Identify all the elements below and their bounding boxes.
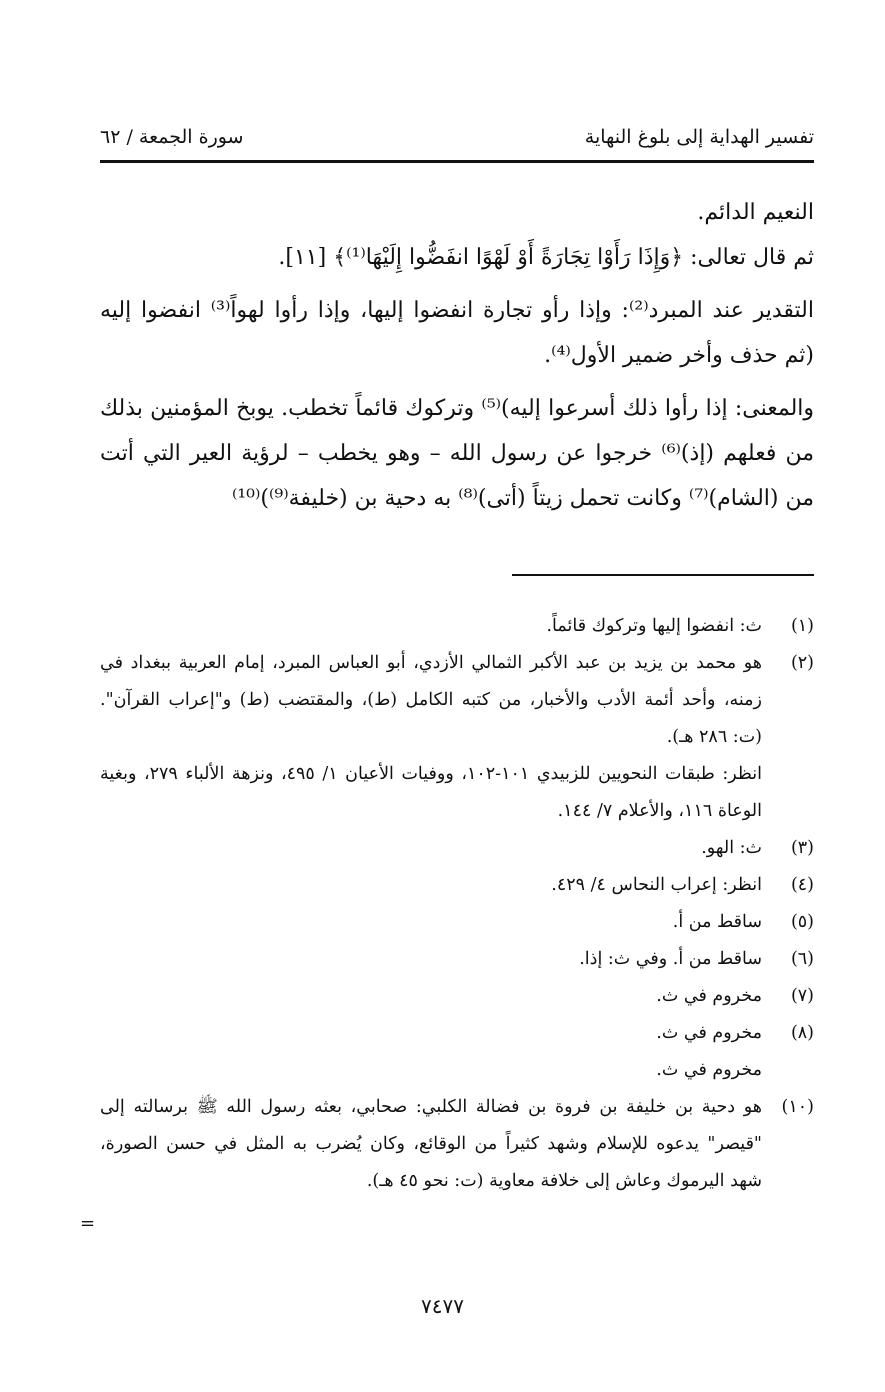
footnote-text: ساقط من أ. وفي ث: إذا. bbox=[579, 949, 762, 969]
surah-page-label: سورة الجمعة / ٦٢ bbox=[100, 126, 244, 148]
footnote bbox=[100, 645, 814, 756]
footnote-text: مخروم في ث. bbox=[656, 1023, 762, 1043]
running-header bbox=[100, 126, 814, 156]
footnote bbox=[100, 608, 814, 645]
footnote-text: هو محمد بن يزيد بن عبد الأكبر الثمالي الأزدي، أبو العباس المبرد، إمام العربية ببغداد في زمنه، وأحد أئمة الأدب والأخبار، من كتبه الكامل (ط)، والمقتضب (ط) و"إعراب القرآن". (ت: ٢٨٦ هـ). bbox=[100, 653, 762, 747]
margin-mark: = bbox=[80, 1213, 96, 1234]
footnote bbox=[100, 830, 814, 867]
footnote-text: ساقط من أ. bbox=[672, 912, 762, 932]
footnote-number: (٥) bbox=[790, 912, 814, 932]
paragraph-mubarrad: التقدير عند المبرد⁽²⁾: وإذا رأو تجارة انفضوا إليها، وإذا رأوا لهواً⁽³⁾ انفضوا إليه (ثم حذف وأخر ضمير الأول⁽⁴⁾. bbox=[100, 298, 814, 368]
footnote-number: (٢) bbox=[790, 653, 814, 673]
footnote-text: انظر: طبقات النحويين للزبيدي ١٠١-١٠٢، ووفيات الأعيان ١/ ٤٩٥، ونزهة الألباء ٢٧٩، وبغية الوعاة ١١٦، والأعلام ٧/ ١٤٤. bbox=[100, 764, 762, 821]
footnote-number: (٤) bbox=[790, 875, 814, 895]
footnote-number: (٣) bbox=[790, 838, 814, 858]
book-title: تفسير الهداية إلى بلوغ النهاية bbox=[584, 126, 814, 148]
footnote-number: (٦) bbox=[790, 949, 814, 969]
footnote-text: مخروم في ث. bbox=[656, 1060, 762, 1080]
footnote-number: (١) bbox=[790, 616, 814, 636]
page-number: ٧٤٧٧ bbox=[421, 1294, 464, 1318]
footnote bbox=[100, 904, 814, 941]
footnote bbox=[100, 1052, 814, 1089]
footnote-continuation bbox=[100, 756, 814, 830]
footnote-number: (٧) bbox=[790, 986, 814, 1006]
footnote bbox=[100, 1015, 814, 1052]
footnote-text: ث: الهو. bbox=[701, 838, 762, 858]
paragraph-meaning: والمعنى: إذا رأوا ذلك أسرعوا إليه)⁽⁵⁾ وتركوك قائماً تخطب. يوبخ المؤمنين بذلك من فعلهم (إذ)⁽⁶⁾ خرجوا عن رسول الله – وهو يخطب – لرؤية العير التي أتت من (الشام)⁽⁷⁾ وكانت تحمل زيتاً (أتى)⁽⁸⁾ به دحية بن (خليفة⁽⁹⁾)⁽¹⁰⁾ bbox=[100, 396, 815, 511]
footnote bbox=[100, 978, 814, 1015]
footnotes bbox=[100, 608, 814, 1200]
footnote bbox=[100, 867, 814, 904]
quran-verse-line: ثم قال تعالى: ﴿وَإِذَا رَأَوْا تِجَارَةً أَوْ لَهْوًا انفَضُّوا إِلَيْهَا⁽¹⁾﴾ [١١]. bbox=[278, 245, 814, 270]
footnote-number: (٨) bbox=[790, 1023, 814, 1043]
header-rule bbox=[100, 160, 814, 163]
footnote bbox=[100, 1089, 814, 1200]
footnote-text: انظر: إعراب النحاس ٤/ ٤٢٩. bbox=[551, 875, 762, 895]
footnote-number: (١٠) bbox=[781, 1097, 814, 1117]
footnote-rule bbox=[512, 574, 814, 576]
text-line-1: النعيم الدائم. bbox=[697, 200, 814, 225]
main-text bbox=[100, 190, 814, 521]
footnote-text: ث: انفضوا إليها وتركوك قائماً. bbox=[546, 616, 762, 636]
footnote bbox=[100, 941, 814, 978]
footnote-text: هو دحية بن خليفة بن فروة بن فضالة الكلبي: صحابي، بعثه رسول الله ﷺ برسالته إلى "قيصر" يدعوه للإسلام وشهد كثيراً من الوقائع، وكان يُضرب به المثل في حسن الصورة، شهد اليرموك وعاش إلى خلافة معاوية (ت: نحو ٤٥ هـ). bbox=[100, 1097, 762, 1191]
footnote-text: مخروم في ث. bbox=[656, 986, 762, 1006]
